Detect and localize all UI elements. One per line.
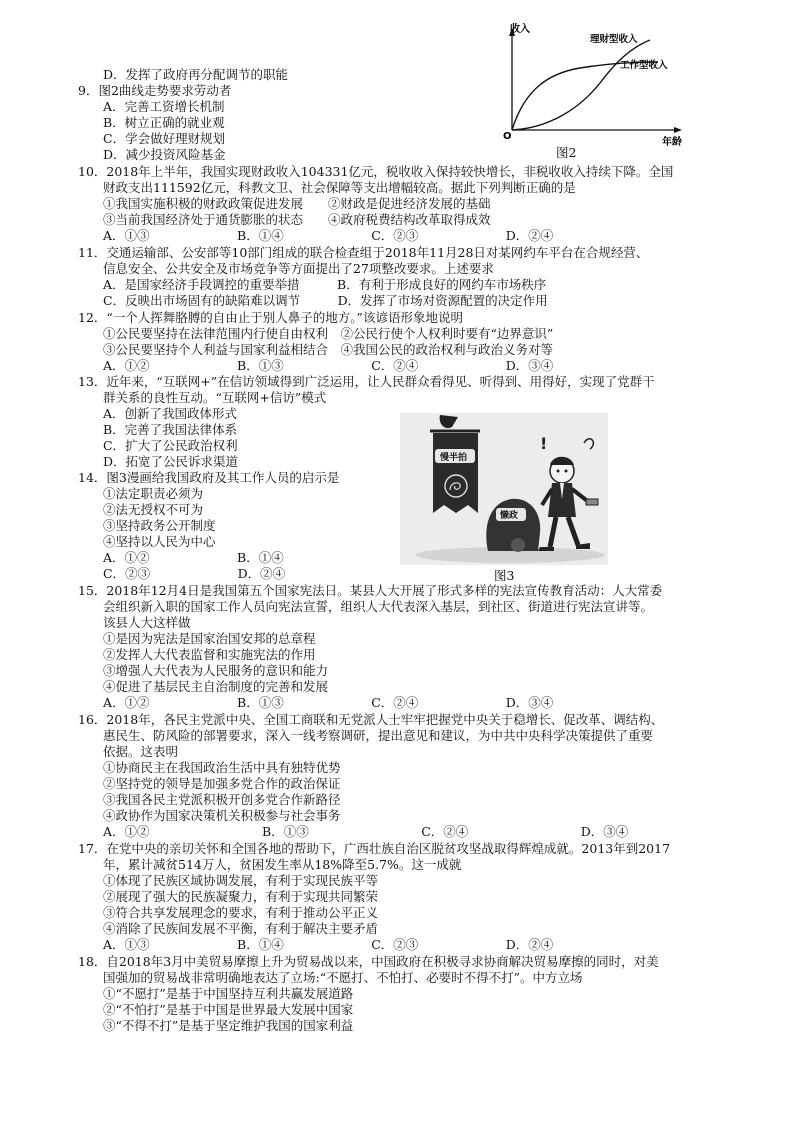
origin-label: O bbox=[503, 131, 512, 142]
svg-text:!: ! bbox=[540, 434, 548, 453]
text-line: 15．2018年12月4日是我国第五个国家宪法日。某县人大开展了形式多样的宪法宣传教育活动：人大常委 bbox=[78, 583, 663, 598]
text-line: 依据。这表明 bbox=[103, 744, 179, 759]
text-line: 10．2018年上半年，我国实现财政收入104331亿元，税收收入保持较快增长，非税收收入持续下降。全国 bbox=[78, 164, 674, 179]
text-line: ②发挥人大代表监督和实施宪法的作用 bbox=[103, 647, 316, 662]
text-line: 17．在党中央的亲切关怀和全国各地的帮助下，广西壮族自治区脱贫攻坚战取得辉煌成就。2013年到2017 bbox=[78, 841, 671, 856]
text-line: ③增强人大代表为人民服务的意识和能力 bbox=[103, 663, 329, 678]
work-income-curve bbox=[512, 62, 658, 130]
text-line: 9．图2曲线走势要求劳动者 bbox=[78, 83, 232, 98]
text-line: ②坚持党的领导是加强多党合作的政治保证 bbox=[103, 776, 341, 791]
text-line: 国强加的贸易战非常明确地表达了立场:“不愿打、不怕打、必要时不得不打”。中方立场 bbox=[103, 970, 583, 985]
work-curve-label: 工作型收入 bbox=[620, 60, 668, 71]
figure-2-chart bbox=[490, 18, 690, 148]
text-line: ④政协作为国家决策机关积极参与社会事务 bbox=[103, 808, 341, 823]
text-line: ②展现了强大的民族凝聚力，有利于实现共同繁荣 bbox=[103, 889, 379, 904]
text-line: A．①② B．①④ bbox=[103, 550, 284, 565]
text-line: 惠民生、防风险的部署要求，深入一线考察调研，提出意见和建议，为中共中央科学决策提供了重要 bbox=[103, 728, 654, 743]
figure-2-caption: 图2 bbox=[556, 145, 577, 160]
text-line: A．完善工资增长机制 bbox=[103, 99, 225, 114]
text-line: ①我国实施积极的财政政策促进发展 ②财政是促进经济发展的基础 bbox=[103, 196, 491, 211]
text-line: A．①③ B．①④ C．②③ D．②④ bbox=[103, 937, 554, 952]
text-line: ③符合共享发展理念的要求，有利于推动公平正义 bbox=[103, 905, 379, 920]
text-line: ①是因为宪法是国家治国安邦的总章程 bbox=[103, 631, 316, 646]
text-line: A．①② B．①③ C．②④ D．③④ bbox=[103, 824, 629, 839]
text-line: 会组织新入职的国家工作人员向宪法宣誓，组织人大代表深入基层，到社区、街道进行宪法宣讲等。 bbox=[103, 599, 654, 614]
text-line: 18．自2018年3月中美贸易摩擦上升为贸易战以来，中国政府在积极寻求协商解决贸易摩擦的同时，对美 bbox=[78, 954, 659, 969]
text-line: ④消除了民族间发展不平衡，有利于解决主要矛盾 bbox=[103, 921, 379, 936]
text-line: B．完善了我国法律体系 bbox=[103, 422, 238, 437]
text-line: ③“不得不打”是基于坚定维护我国的国家利益 bbox=[103, 1018, 354, 1033]
text-line: 该县人大这样做 bbox=[103, 615, 191, 630]
text-line: A．①② B．①③ C．②④ D．③④ bbox=[103, 358, 554, 373]
text-line: D．发挥了政府再分配调节的职能 bbox=[103, 67, 289, 82]
finance-curve-label: 理财型收入 bbox=[590, 34, 638, 45]
text-line: ①体现了民族区域协调发展，有利于实现民族平等 bbox=[103, 873, 379, 888]
text-line: ②“不怕打”是基于中国是世界最大发展中国家 bbox=[103, 1002, 354, 1017]
text-line: 群关系的良性互动。“互联网+信访”模式 bbox=[103, 390, 327, 405]
text-line: ①法定职责必须为 bbox=[103, 486, 204, 501]
text-line: ①“不愿打”是基于中国坚持互利共赢发展道路 bbox=[103, 986, 354, 1001]
text-line: ④坚持以人民为中心 bbox=[103, 534, 216, 549]
text-line: C．②③ D．②④ bbox=[103, 566, 286, 581]
text-line: C．反映出市场固有的缺陷难以调节 D．发挥了市场对资源配置的决定作用 bbox=[103, 293, 548, 308]
text-line: ③当前我国经济处于通货膨胀的状态 ④政府税费结构改革取得成效 bbox=[103, 212, 491, 227]
text-line: ④促进了基层民主自治制度的完善和发展 bbox=[103, 679, 329, 694]
text-line: A．创新了我国政体形式 bbox=[103, 406, 238, 421]
text-line: B．树立正确的就业观 bbox=[103, 115, 225, 130]
text-line: C．扩大了公民政治权利 bbox=[103, 438, 238, 453]
text-line: D．减少投资风险基金 bbox=[103, 147, 226, 162]
text-line: 13．近年来，“互联网+”在信访领域得到广泛运用，让人民群众看得见、听得到、用得好，实现了党群干 bbox=[78, 374, 655, 389]
text-line: 年，累计减贫514万人，贫困发生率从18%降至5.7%。这一成就 bbox=[103, 857, 462, 872]
finance-income-curve bbox=[512, 40, 650, 130]
y-axis-label: 收入 bbox=[510, 24, 530, 35]
text-line: 11．交通运输部、公安部等10部门组成的联合检查组于2018年11月28日对某网约车平台在合规经营、 bbox=[78, 245, 649, 260]
text-line: ①公民要坚持在法律范围内行使自由权利 ②公民行使个人权利时要有“边界意识” bbox=[103, 326, 554, 341]
banner bbox=[433, 433, 478, 513]
text-line: A．①③ B．①④ C．②③ D．②④ bbox=[103, 228, 554, 243]
text-line: ③坚持政务公开制度 bbox=[103, 518, 216, 533]
figure-3-caption: 图3 bbox=[494, 568, 515, 583]
text-line: D．拓宽了公民诉求渠道 bbox=[103, 454, 239, 469]
text-line: 12．“一个人挥舞胳膊的自由止于别人鼻子的地方。”该谚语形象地说明 bbox=[78, 310, 463, 325]
figure-3-cartoon bbox=[400, 413, 608, 565]
text-line: A．是国家经济手段调控的重要举措 B．有利于形成良好的网约车市场秩序 bbox=[103, 277, 547, 292]
stone-text: 懒政 bbox=[500, 511, 519, 521]
banner-text: 慢半拍 bbox=[440, 453, 468, 463]
text-line: ③我国各民主党派积极开创多党合作新路径 bbox=[103, 792, 341, 807]
text-line: 信息安全、公共安全及市场竞争等方面提出了27项整改要求。上述要求 bbox=[103, 261, 494, 276]
x-axis-label: 年龄 bbox=[662, 137, 682, 148]
text-line: ②法无授权不可为 bbox=[103, 502, 204, 517]
text-line: C．学会做好理财规划 bbox=[103, 131, 226, 146]
text-line: ①协商民主在我国政治生活中具有独特优势 bbox=[103, 760, 341, 775]
text-line: 14．图3漫画给我国政府及其工作人员的启示是 bbox=[78, 470, 340, 485]
text-line: 财政支出111592亿元，科教文卫、社会保障等支出增幅较高。据此下列判断正确的是 bbox=[103, 180, 576, 195]
text-line: ③公民要坚持个人利益与国家利益相结合 ④我国公民的政治权利与政治义务对等 bbox=[103, 342, 554, 357]
text-line: 16．2018年，各民主党派中央、全国工商联和无党派人士牢牢把握党中央关于稳增长、促改革、调结构、 bbox=[78, 712, 664, 727]
text-line: A．①② B．①③ C．②④ D．③④ bbox=[103, 695, 554, 710]
